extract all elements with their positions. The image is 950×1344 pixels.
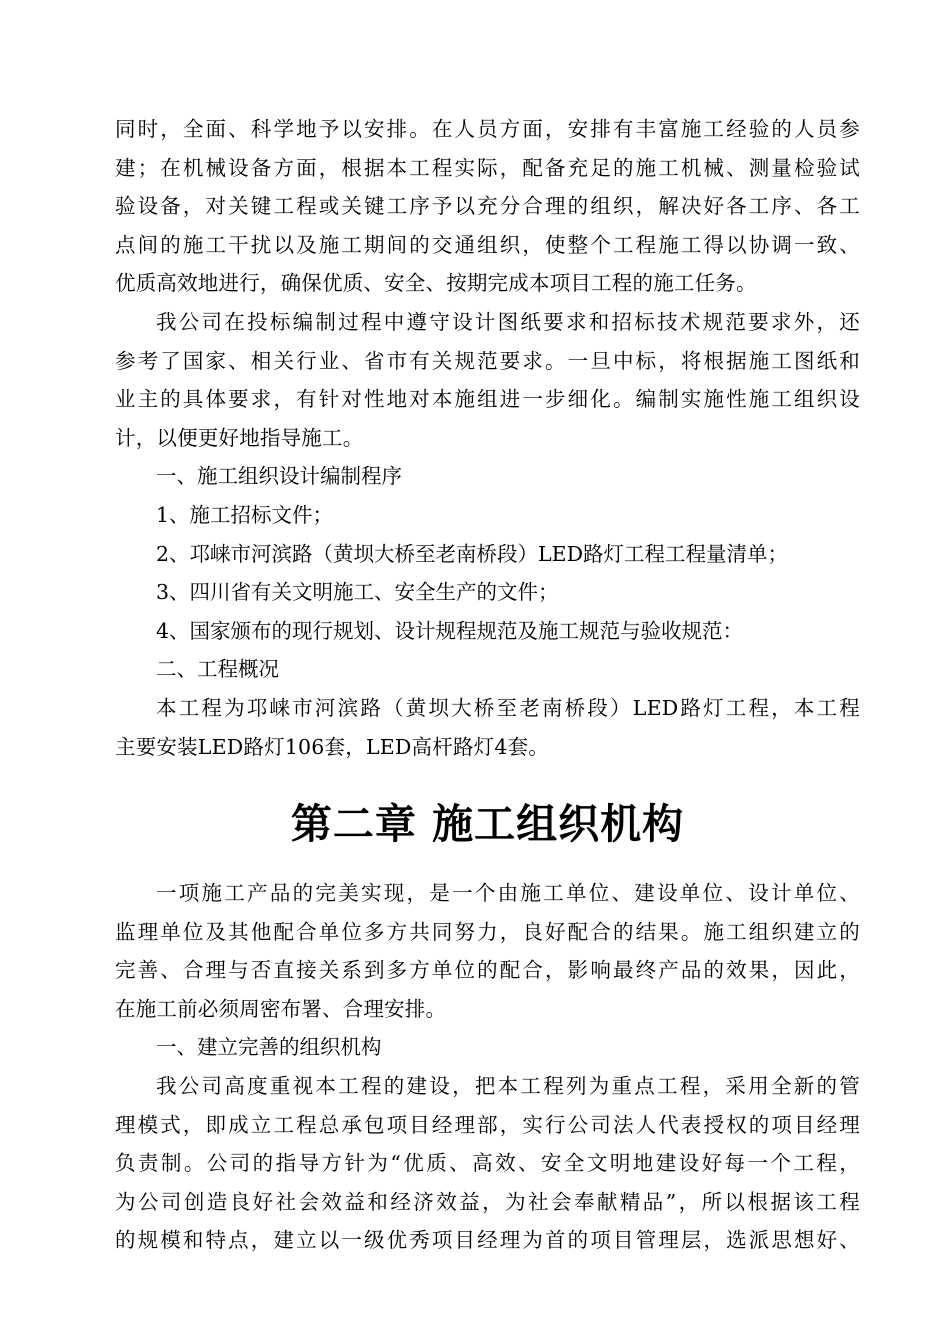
paragraph-overview-continued	[115, 110, 860, 303]
section-heading-organization: 一、建立完善的组织机构	[156, 1035, 382, 1060]
text-line: 在施工前必须周密布署、合理安排。	[115, 996, 447, 1021]
list-item: 4、国家颁布的现行规划、设计规程规范及施工规范与验收规范：	[156, 618, 744, 643]
text-line: 业主的具体要求，有针对性地对本施组进一步细化。编制实施性施工组织设	[115, 387, 860, 412]
text-line: 理模式，即成立工程总承包项目经理部，实行公司法人代表授权的项目经理	[115, 1112, 860, 1137]
text-line: 点间的施工干扰以及施工期间的交通组织，使整个工程施工得以协调一致、	[115, 232, 860, 257]
text-line: 优质高效地进行，确保优质、安全、按期完成本项目工程的施工任务。	[115, 271, 757, 296]
text-line: 为公司创造良好社会效益和经济效益，为社会奉献精品”，所以根据该工程	[115, 1189, 860, 1214]
document-page	[115, 110, 860, 1260]
section-heading-project-overview: 二、工程概况	[156, 657, 279, 682]
chapter-title: 第二章 施工组织机构	[290, 800, 685, 849]
text-line: 参考了国家、相关行业、省市有关规范要求。一旦中标，将根据施工图纸和	[115, 348, 860, 373]
text-line: 我公司高度重视本工程的建设，把本工程列为重点工程，采用全新的管	[156, 1074, 860, 1099]
list-item: 1、施工招标文件；	[156, 502, 334, 527]
section-heading-preparation-procedure: 一、施工组织设计编制程序	[156, 464, 402, 489]
text-line: 完善、合理与否直接关系到多方单位的配合，影响最终产品的效果，因此，	[115, 958, 860, 983]
text-line: 验设备，对关键工程或关键工序予以充分合理的组织，解决好各工序、各工	[115, 194, 860, 219]
text-line: 主要安装LED路灯106套，LED高杆路灯4套。	[115, 734, 549, 759]
text-line: 我公司在投标编制过程中遵守设计图纸要求和招标技术规范要求外，还	[156, 309, 860, 334]
text-line: 监理单位及其他配合单位多方共同努力，良好配合的结果。施工组织建立的	[115, 919, 860, 944]
text-line: 一项施工产品的完美实现，是一个由施工单位、建设单位、设计单位、	[156, 881, 860, 906]
text-line: 负责制。公司的指导方针为“优质、高效、安全文明地建设好每一个工程，	[115, 1151, 860, 1176]
paragraph-bid-preparation	[115, 303, 860, 457]
text-line: 建；在机械设备方面，根据本工程实际，配备充足的施工机械、测量检验试	[115, 155, 860, 180]
list-item: 3、四川省有关文明施工、安全生产的文件；	[156, 580, 559, 605]
paragraph-management-model	[115, 1067, 860, 1260]
paragraph-chapter-intro	[115, 874, 860, 1028]
text-line: 本工程为邛崃市河滨路（黄坝大桥至老南桥段）LED路灯工程，本工程	[156, 695, 860, 720]
paragraph-project-scope	[115, 689, 860, 766]
list-item: 2、邛崃市河滨路（黄坝大桥至老南桥段）LED路灯工程工程量清单；	[156, 541, 789, 566]
text-line: 计，以便更好地指导施工。	[115, 425, 364, 450]
text-line: 同时，全面、科学地予以安排。在人员方面，安排有丰富施工经验的人员参	[115, 117, 860, 141]
text-line: 的规模和特点，建立以一级优秀项目经理为首的项目管理层，选派思想好、	[115, 1228, 860, 1253]
